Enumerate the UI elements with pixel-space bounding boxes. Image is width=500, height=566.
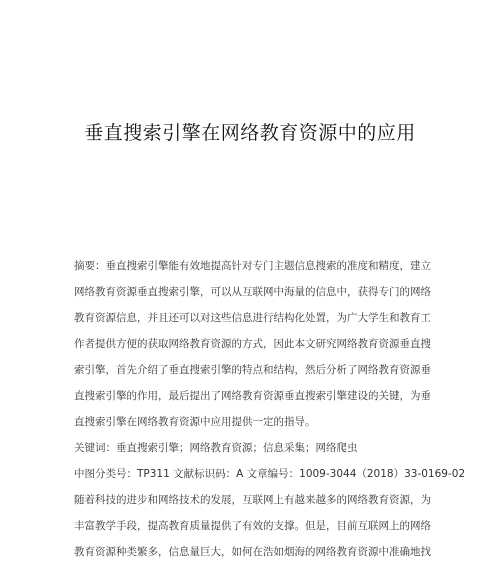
keywords-line: 关键词：垂直搜索引擎；网络教育资源；信息采集；网络爬虫: [74, 442, 358, 454]
abstract-line: 摘要：垂直搜索引擎能有效地提高针对专门主题信息搜索的准度和精度，建立: [74, 260, 431, 272]
abstract-line: 网络教育资源垂直搜索引擎，可以从互联网中海量的信息中，获得专门的网络: [74, 286, 431, 298]
abstract-line: 教育资源信息，并且还可以对这些信息进行结构化处置，为广大学生和教育工: [74, 312, 431, 324]
intro-line: 教育资源种类繁多，信息量巨大，如何在浩如烟海的网络教育资源中准确地找: [74, 546, 431, 558]
abstract-line: 直搜索引擎在网络教育资源中应用提供一定的指导。: [74, 416, 316, 428]
classification-line: 中图分类号：TP311 文献标识码：A 文章编号：1009-3044（2018）33-0169-02: [74, 468, 466, 480]
abstract-line: 直搜索引擎的作用，最后提出了网络教育资源垂直搜索引擎建设的关键，为垂: [74, 390, 431, 402]
document-body: [74, 253, 466, 565]
document-title: 垂直搜索引擎在网络教育资源中的应用: [84, 122, 416, 144]
intro-line: 随着科技的进步和网络技术的发展，互联网上有越来越多的网络教育资源，为: [74, 494, 431, 506]
abstract-line: 索引擎，首先介绍了垂直搜索引擎的特点和结构，然后分析了网络教育资源垂: [74, 364, 431, 376]
abstract-line: 作者提供方便的获取网络教育资源的方式，因此本文研究网络教育资源垂直搜: [74, 338, 431, 350]
intro-line: 丰富教学手段，提高教育质量提供了有效的支撑。但是，目前互联网上的网络: [74, 520, 431, 532]
